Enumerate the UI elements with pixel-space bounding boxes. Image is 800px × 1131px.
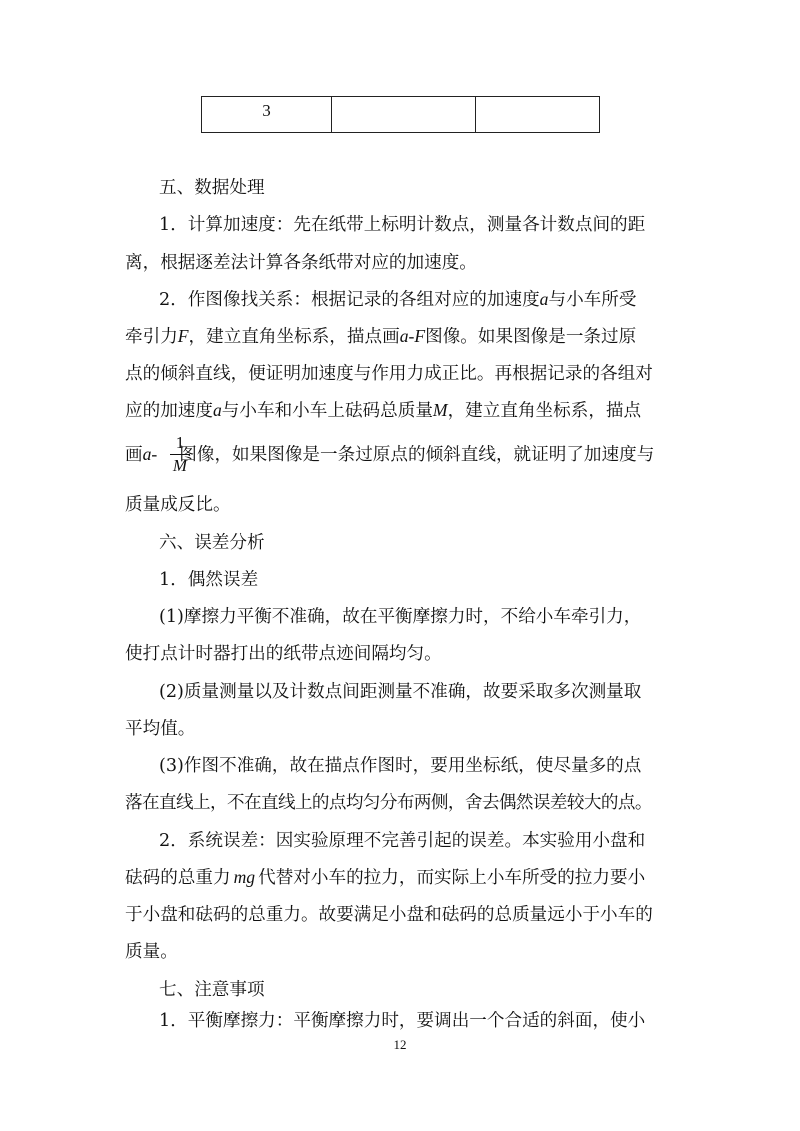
math-var: a bbox=[212, 400, 222, 420]
fraction-bar bbox=[170, 454, 190, 455]
text: 画 bbox=[125, 445, 143, 465]
text: 图像，如果图像是一条过原点的倾斜直线，就证明了加速度与 bbox=[179, 445, 655, 465]
paragraph-line: (2)质量测量以及计数点间距测量不准确，故要采取多次测量取 bbox=[159, 682, 642, 702]
table-cell bbox=[476, 97, 600, 133]
paragraph-line: 离，根据逐差法计算各条纸带对应的加速度。 bbox=[125, 253, 477, 273]
text: ，建立直角坐标系，描点画 bbox=[188, 327, 400, 347]
math-var: a- bbox=[142, 444, 158, 464]
paragraph-line bbox=[125, 397, 685, 422]
paragraph-line: 1．计算加速度：先在纸带上标明计数点，测量各计数点间的距 bbox=[159, 215, 646, 235]
paragraph-line bbox=[125, 323, 685, 348]
text: 代替对小车的拉力，而实际上小车所受的拉力要小 bbox=[258, 868, 646, 888]
paragraph-line: 落在直线上，不在直线上的点均匀分布两侧，舍去偶然误差较大的点。 bbox=[125, 793, 652, 813]
math-var: a bbox=[539, 289, 549, 309]
paragraph-line: 使打点计时器打出的纸带点迹间隔均匀。 bbox=[125, 644, 442, 664]
paragraph-line: (1)摩擦力平衡不准确，故在平衡摩擦力时，不给小车牵引力， bbox=[159, 607, 642, 627]
paragraph-line bbox=[125, 864, 685, 889]
text: 与小车所受 bbox=[548, 290, 637, 310]
paragraph-line: 质量成反比。 bbox=[125, 495, 231, 515]
section-title-notes: 七、注意事项 bbox=[159, 980, 265, 1000]
fraction-numerator: 1 bbox=[175, 433, 185, 452]
paragraph-line bbox=[159, 286, 719, 311]
section-title-error-analysis: 六、误差分析 bbox=[159, 533, 265, 553]
paragraph-line: 质量。 bbox=[125, 942, 178, 962]
paragraph-line: (3)作图不准确，故在描点作图时，要用坐标纸，使尽量多的点 bbox=[159, 756, 642, 776]
paragraph-line: 2．系统误差：因实验原理不完善引起的误差。本实验用小盘和 bbox=[159, 831, 646, 851]
math-var: F bbox=[177, 326, 189, 346]
paragraph-line: 1．平衡摩擦力：平衡摩擦力时，要调出一个合适的斜面，使小 bbox=[159, 1011, 646, 1031]
math-var: M bbox=[432, 400, 448, 420]
paragraph-line: 平均值。 bbox=[125, 719, 196, 739]
paragraph-line bbox=[125, 441, 685, 466]
math-var: mg bbox=[233, 867, 256, 887]
math-var: a-F bbox=[399, 326, 426, 346]
table-cell bbox=[332, 97, 476, 133]
paragraph-line: 点的倾斜直线，便证明加速度与作用力成正比。再根据记录的各组对 bbox=[125, 364, 653, 384]
fraction-1-over-M bbox=[168, 434, 192, 475]
text: 应的加速度 bbox=[125, 401, 213, 421]
text: 砝码的总重力 bbox=[125, 868, 231, 888]
text: 与小车和小车上砝码总质量 bbox=[221, 401, 433, 421]
text: 牵引力 bbox=[125, 327, 178, 347]
fraction-denominator: M bbox=[172, 456, 188, 475]
table-cell-trial: 3 bbox=[202, 97, 332, 133]
subsection-title: 1．偶然误差 bbox=[159, 570, 259, 590]
text: 2．作图像找关系：根据记录的各组对应的加速度 bbox=[159, 290, 540, 310]
table-row bbox=[202, 97, 600, 133]
data-table bbox=[201, 96, 600, 133]
text: ，建立直角坐标系，描点 bbox=[447, 401, 642, 421]
page-number: 12 bbox=[393, 1037, 407, 1052]
paragraph-line: 于小盘和砝码的总重力。故要满足小盘和砝码的总质量远小于小车的 bbox=[125, 905, 653, 925]
text: 图像。如果图像是一条过原 bbox=[425, 327, 637, 347]
section-title-data-processing: 五、数据处理 bbox=[159, 178, 265, 198]
